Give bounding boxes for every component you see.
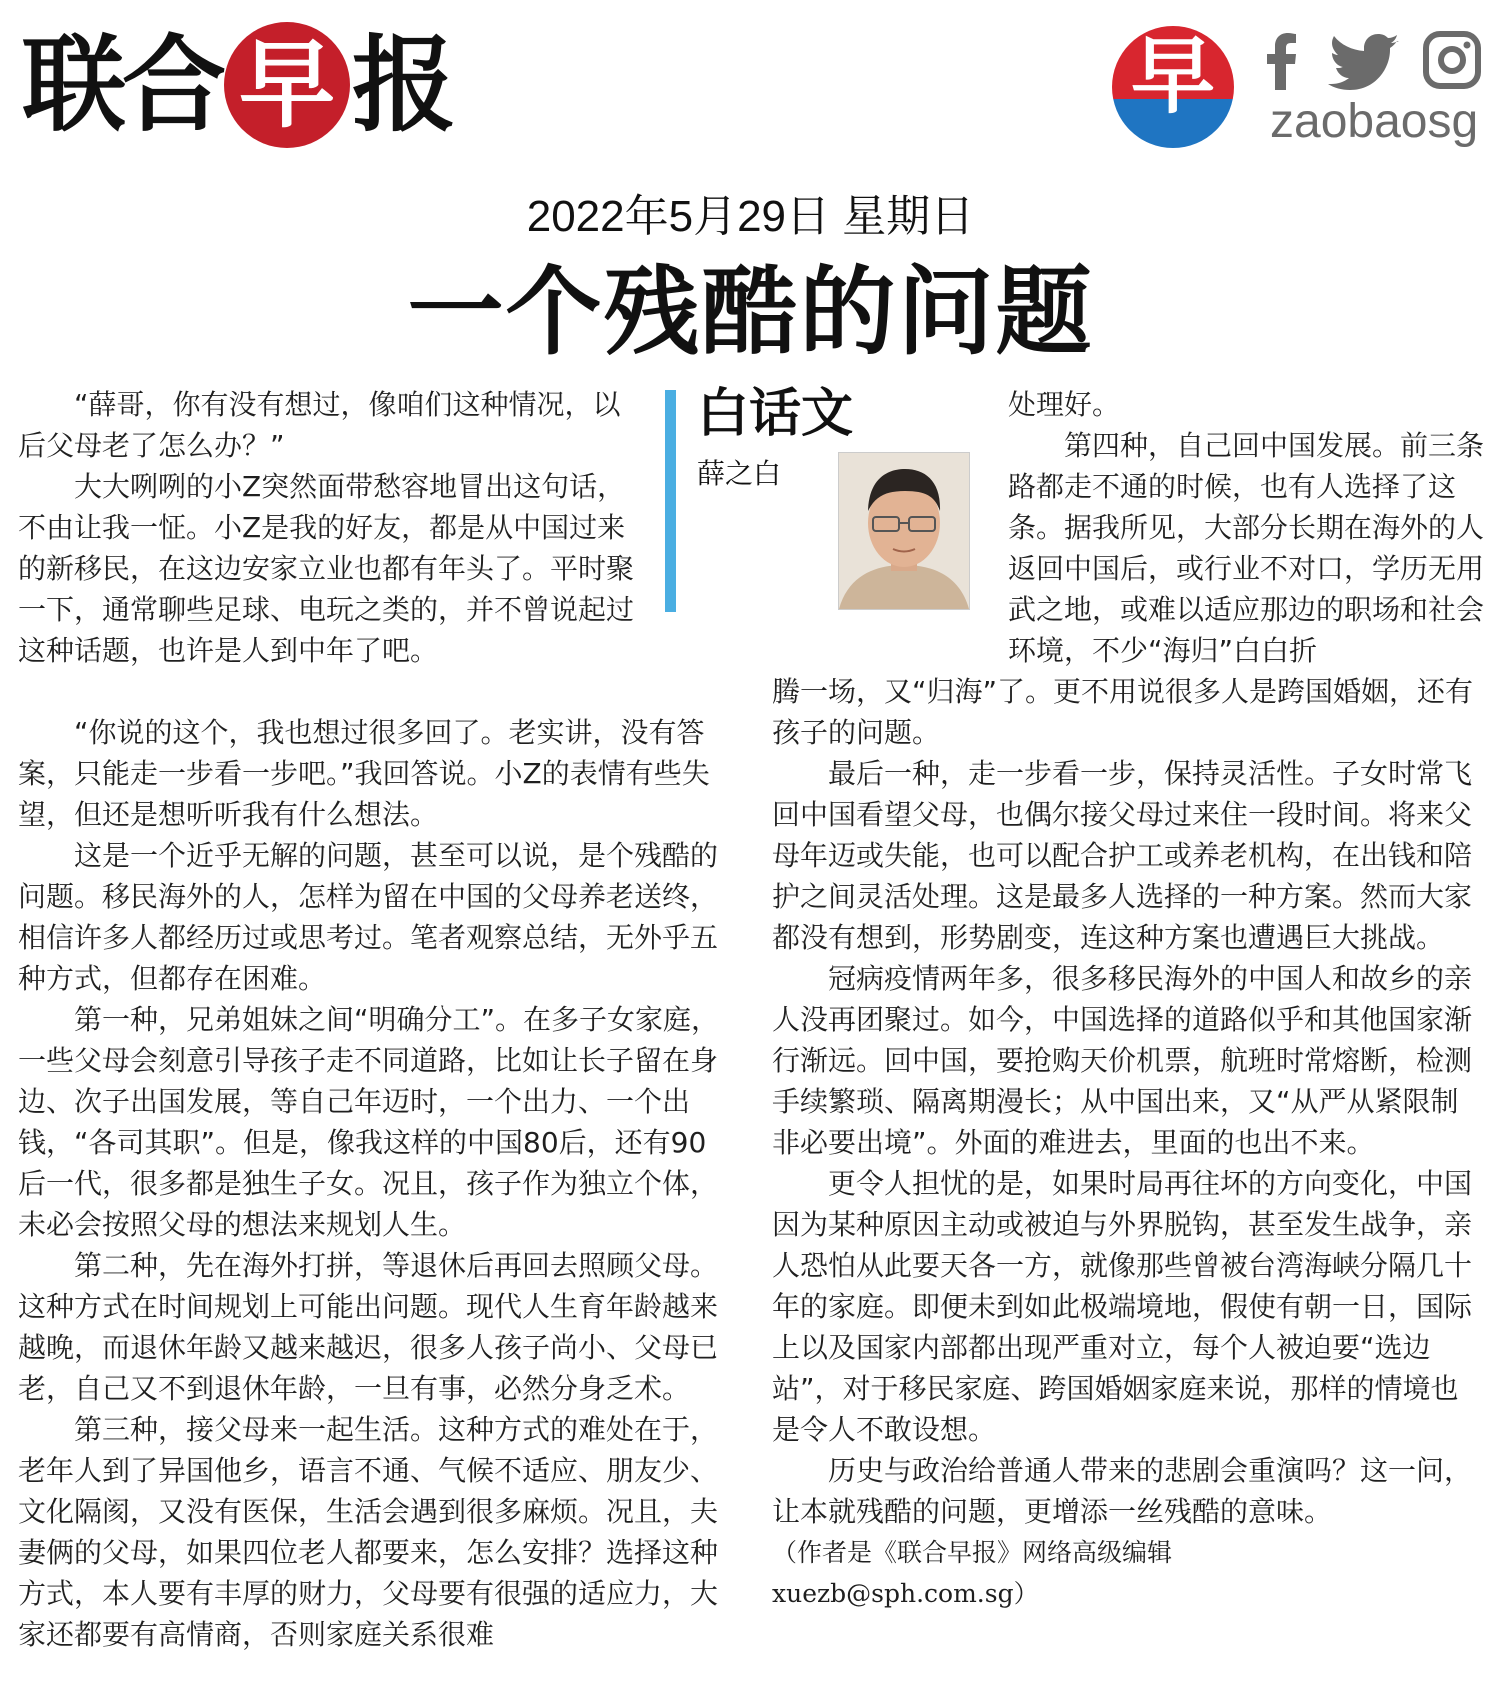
paragraph: 第一种，兄弟姐妹之间“明确分工”。在多子女家庭，一些父母会刻意引导孩子走不同道路，比如让长子留在身边、次子出国发展，等自己年迈时，一个出力、一个出钱，“各司其职”。但是，像我这样的中国80后，还有90后一代，很多都是独生子女。况且，孩子作为独立个体，未必会按照父母的想法来规划人生。 bbox=[18, 1003, 720, 1241]
masthead-char: 联 bbox=[22, 23, 123, 146]
zaobao-app-logo: 早 bbox=[1112, 26, 1234, 148]
twitter-icon[interactable] bbox=[1328, 34, 1400, 90]
article-column-1-top bbox=[18, 384, 643, 671]
paragraph: 大大咧咧的小Z突然面带愁容地冒出这句话，不由让我一怔。小Z是我的好友，都是从中国过来的新移民，在这边安家立业也都有年头了。平时聚一下，通常聊些足球、电玩之类的，并不曾说起过这种话题，也许是人到中年了吧。 bbox=[18, 470, 635, 667]
masthead-logo bbox=[22, 20, 452, 150]
masthead-seal: 早 bbox=[224, 22, 350, 148]
author-portrait bbox=[838, 452, 970, 610]
paragraph: 腾一场，又“归海”了。更不用说很多人是跨国婚姻，还有孩子的问题。 bbox=[772, 675, 1474, 749]
publication-date: 2022年5月29日 星期日 bbox=[526, 192, 975, 241]
paragraph: “你说的这个，我也想过很多回了。老实讲，没有答案，只能走一步看一步吧。”我回答说。小Z的表情有些失望，但还是想听听我有什么想法。 bbox=[18, 716, 710, 831]
article-column-2-top bbox=[1008, 384, 1486, 671]
instagram-icon[interactable] bbox=[1422, 30, 1482, 90]
paragraph: 最后一种，走一步看一步，保持灵活性。子女时常飞回中国看望父母，也偶尔接父母过来住一段时间。将来父母年迈或失能，也可以配合护工或养老机构，在出钱和陪护之间灵活处理。这是最多人选择的一种方案。然而大家都没有想到，形势剧变，连这种方案也遭遇巨大挑战。 bbox=[772, 757, 1473, 954]
author-note: （作者是《联合早报》网络高级编辑 bbox=[772, 1538, 1173, 1567]
author-email: xuezb@sph.com.sg） bbox=[772, 1579, 1039, 1608]
article-column-2 bbox=[772, 671, 1486, 1614]
paragraph: 第四种，自己回中国发展。前三条路都走不通的时候，也有人选择了这条。据我所见，大部分长期在海外的人返回中国后，或行业不对口，学历无用武之地，或难以适应那边的职场和社会环境，不少“海归”白白折 bbox=[1008, 429, 1485, 667]
paragraph: 这是一个近乎无解的问题，甚至可以说，是个残酷的问题。移民海外的人，怎样为留在中国的父母养老送终，相信许多人都经历过或思考过。笔者观察总结，无外乎五种方式，但都存在困难。 bbox=[18, 839, 719, 995]
masthead-char: 报 bbox=[352, 23, 453, 146]
facebook-icon[interactable] bbox=[1262, 30, 1302, 90]
article-column-1 bbox=[18, 712, 728, 1655]
paragraph: 冠病疫情两年多，很多移民海外的中国人和故乡的亲人没再团聚过。如今，中国选择的道路似乎和其他国家渐行渐远。回中国，要抢购天价机票，航班时常熔断，检测手续繁琐、隔离期漫长；从中国出来，又“从严从紧限制非必要出境”。外面的难进去，里面的也出不来。 bbox=[772, 962, 1473, 1159]
masthead-char: 合 bbox=[122, 23, 223, 146]
column-name: 白话文 bbox=[697, 384, 854, 444]
paragraph: “薛哥，你有没有想过，像咱们这种情况，以后父母老了怎么办？” bbox=[18, 388, 621, 462]
social-icons bbox=[1262, 30, 1484, 94]
paragraph: 处理好。 bbox=[1008, 388, 1121, 421]
paragraph: 第三种，接父母来一起生活。这种方式的难处在于，老年人到了异国他乡，语言不通、气候不适应、朋友少、文化隔阂，又没有医保，生活会遇到很多麻烦。况且，夫妻俩的父母，如果四位老人都要来，怎么安排？选择这种方式，本人要有丰厚的财力，父母要有很强的适应力，大家还都要有高情商，否则家庭关系很难 bbox=[18, 1413, 719, 1651]
author-name: 薛之白 bbox=[697, 457, 782, 490]
article-headline: 一个残酷的问题 bbox=[407, 256, 1094, 368]
social-handle: zaobaosg bbox=[1270, 95, 1479, 148]
paragraph: 第二种，先在海外打拼，等退休后再回去照顾父母。这种方式在时间规划上可能出问题。现代人生育年龄越来越晚，而退休年龄又越来越迟，很多人孩子尚小、父母已老，自己又不到退休年龄，一旦有事，必然分身乏术。 bbox=[18, 1249, 719, 1405]
column-accent-bar bbox=[665, 390, 676, 612]
paragraph: 更令人担忧的是，如果时局再往坏的方向变化，中国因为某种原因主动或被迫与外界脱钩，甚至发生战争，亲人恐怕从此要天各一方，就像那些曾被台湾海峡分隔几十年的家庭。即便未到如此极端境地，假使有朝一日，国际上以及国家内部都出现严重对立，每个人被迫要“选边站”，对于移民家庭、跨国婚姻家庭来说，那样的情境也是令人不敢设想。 bbox=[772, 1167, 1473, 1446]
paragraph: 历史与政治给普通人带来的悲剧会重演吗？这一问，让本就残酷的问题，更增添一丝残酷的意味。 bbox=[772, 1454, 1473, 1528]
